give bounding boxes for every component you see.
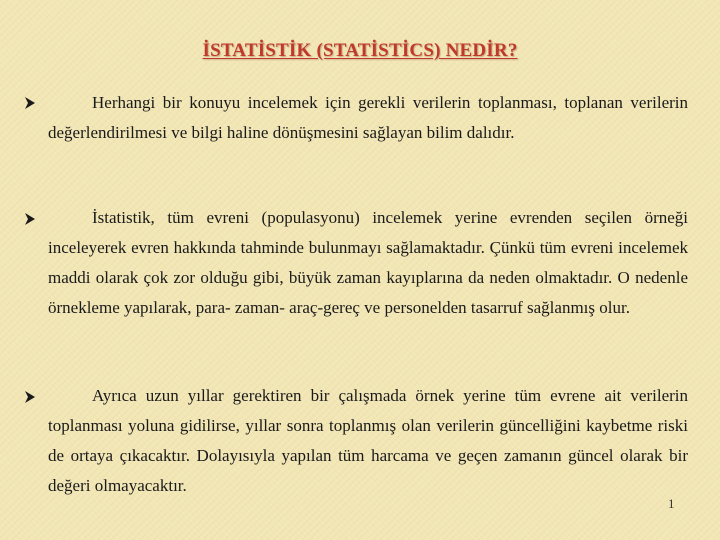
paragraph-currency-risk: Ayrıca uzun yıllar gerektiren bir çalışmada örnek yerine tüm evrene ait verilerin toplanması yoluna gidilirse, yıllar sonra toplanmış olan verilerin güncelliğini kaybetme riski de ortaya çıkacaktır. Dolayısıyla yapılan tüm harcama ve geçen zamanın güncel olarak bir değeri olmayacaktır. [48, 386, 688, 495]
arrow-bullet-icon [24, 212, 38, 226]
paragraph-definition: Herhangi bir konuyu incelemek için gerekli verilerin toplanması, toplanan verilerin değerlendirilmesi ve bilgi haline dönüşmesini sağlayan bilim dalıdır. [48, 93, 688, 142]
arrow-bullet-icon [24, 390, 38, 404]
arrow-bullet-icon [24, 96, 38, 110]
paragraph-sampling: İstatistik, tüm evreni (populasyonu) incelemek yerine evrenden seçilen örneği inceleyerek evren hakkında tahminde bulunmayı sağlamaktadır. Çünkü tüm evreni incelemek maddi olarak çok zor olduğu gibi, büyük zaman kayıplarına da neden olmaktadır. O nedenle örnekleme yapılarak, para- zaman- araç-gereç ve personelden tasarruf sağlanmış olur. [48, 208, 688, 317]
page-number: 1 [668, 496, 675, 511]
slide-title: İSTATİSTİK (STATİSTİCS) NEDİR? [202, 40, 518, 61]
